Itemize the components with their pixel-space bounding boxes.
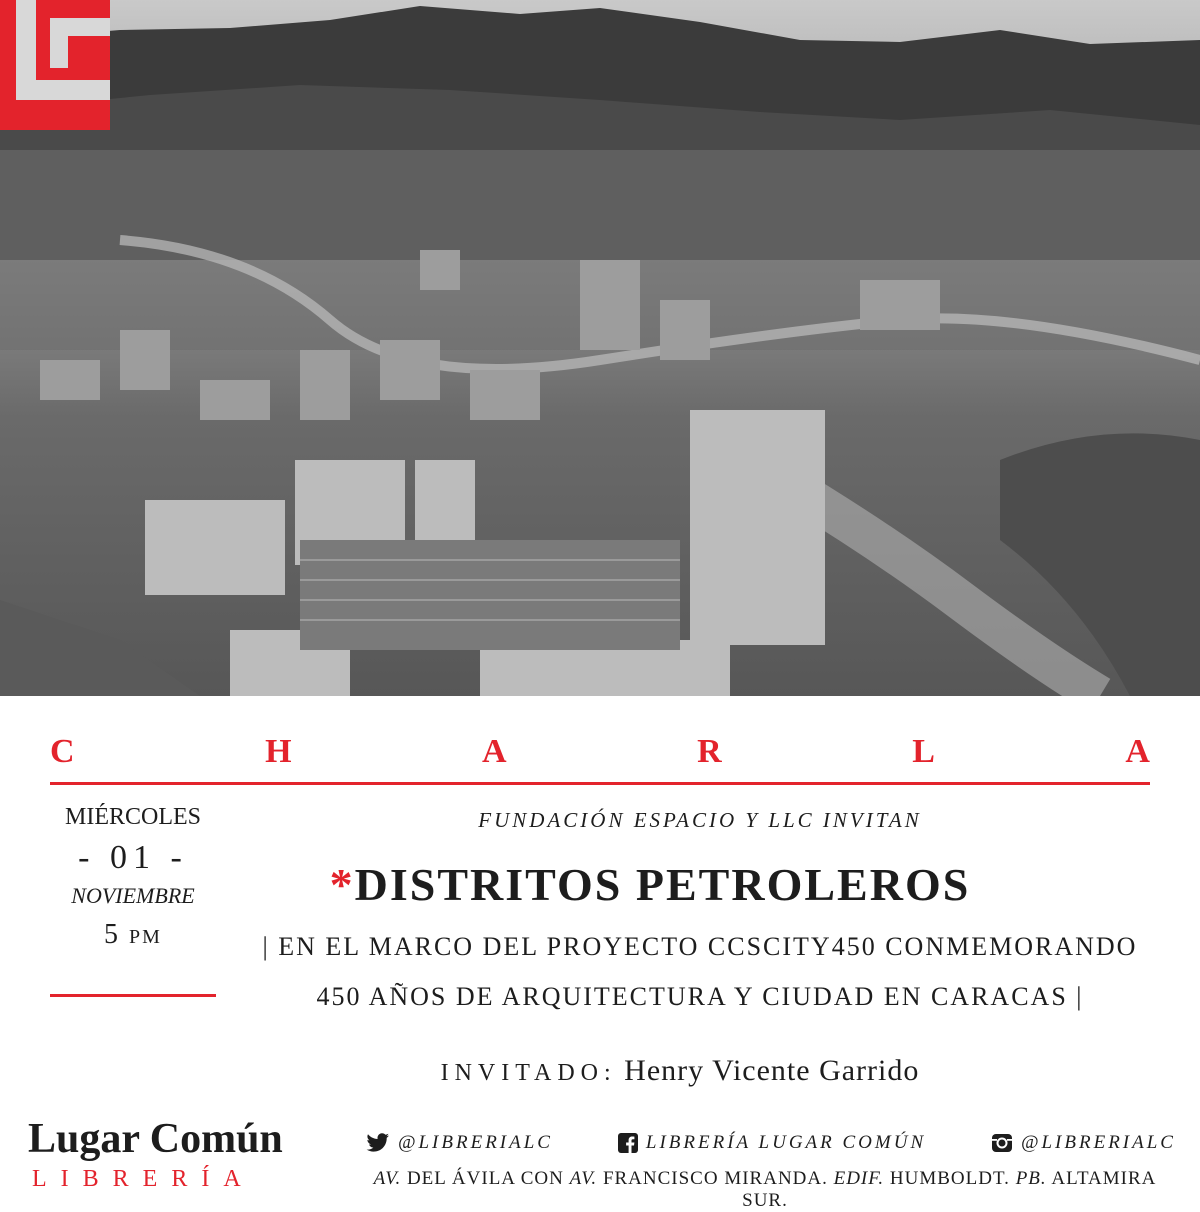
date-time [50,919,216,951]
instagram-link[interactable] [991,1132,1176,1154]
event-title [250,858,1050,911]
date-month: NOVIEMBRE [71,883,195,908]
charla-header [50,722,1150,785]
charla-letter: A [482,733,507,770]
twitter-link[interactable] [366,1132,553,1154]
address-segment: FRANCISCO MIRANDA. [597,1168,834,1189]
address-segment: DEL ÁVILA CON [401,1168,570,1189]
charla-letter: H [265,733,292,770]
charla-letter: C [50,733,75,770]
address [350,1168,1180,1212]
date-divider [50,994,216,997]
guest-name: Henry Vicente Garrido [624,1054,920,1087]
instagram-handle: @LIBRERIALC [1021,1132,1176,1153]
address-segment: ALTAMIRA SUR. [742,1168,1157,1211]
address-segment: AV. [569,1168,598,1189]
date-weekday: MIÉRCOLES [64,804,201,830]
brand-subtitle: LIBRERÍA [32,1166,255,1192]
social-links [366,1132,1176,1154]
title-asterisk: * [329,859,355,910]
context-line-1: | EN EL MARCO DEL PROYECTO CCSCITY450 CONMEMORANDO [262,932,1138,961]
charla-letter: R [697,733,722,770]
guest-label: INVITADO: [440,1060,617,1086]
twitter-icon [366,1133,390,1153]
address-segment: PB. [1015,1168,1047,1189]
address-segment: HUMBOLDT. [884,1168,1016,1189]
brand-name: Lugar Común [28,1116,283,1162]
lc-logo-mark [0,0,110,130]
charla-letter: A [1125,733,1150,770]
event-title-text: DISTRITOS PETROLEROS [354,859,971,910]
charla-letter: L [912,733,935,770]
date-time-suffix: PM [129,926,162,948]
brand-logo [28,1118,328,1193]
date-time-hour: 5 [104,919,121,950]
instagram-icon [991,1133,1013,1153]
invite-line: FUNDACIÓN ESPACIO Y LLC INVITAN [478,808,922,832]
guest-line [250,1054,1110,1088]
facebook-page: LIBRERÍA LUGAR COMÚN [645,1132,927,1153]
facebook-icon [618,1133,638,1153]
address-segment: AV. [373,1168,402,1189]
date-day: - 01 - [78,839,188,876]
twitter-handle: @LIBRERIALC [398,1132,553,1153]
event-date [50,800,216,951]
facebook-link[interactable] [618,1132,926,1154]
address-segment: EDIF. [833,1168,885,1189]
context-line-2: 450 AÑOS DE ARQUITECTURA Y CIUDAD EN CARACAS | [316,982,1084,1011]
